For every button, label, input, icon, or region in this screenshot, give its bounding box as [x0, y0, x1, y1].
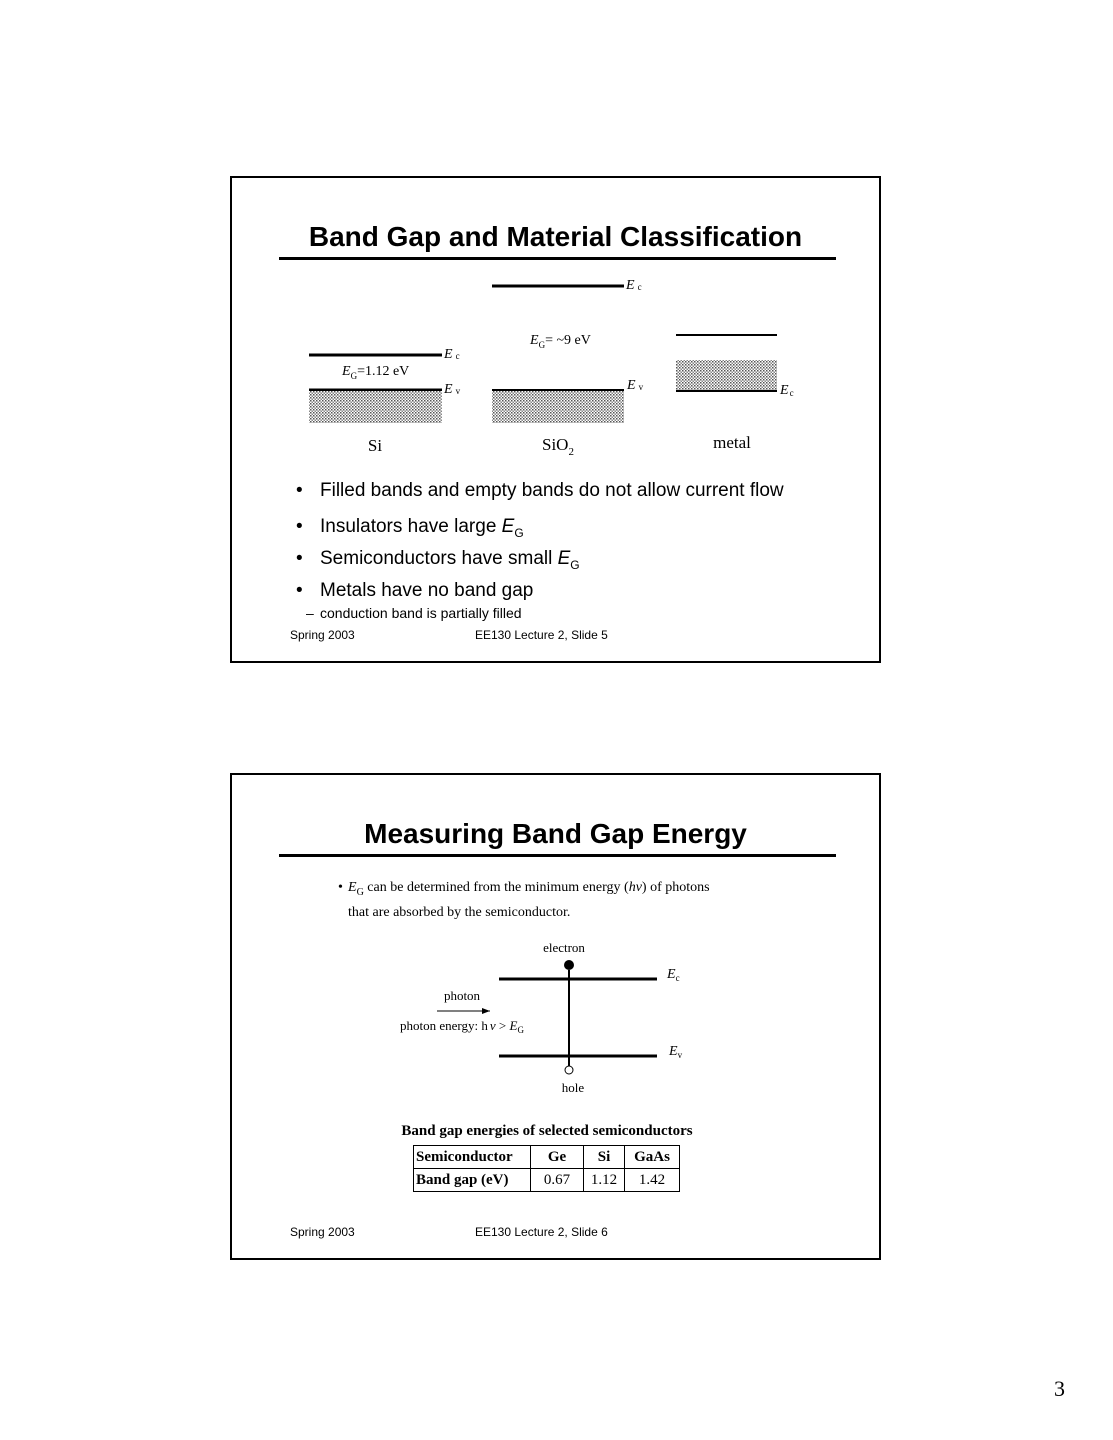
- table-cell: Semiconductor: [414, 1146, 531, 1169]
- photon-label: photon: [443, 988, 481, 1003]
- footer-slide-ref: EE130 Lecture 2, Slide 6: [475, 1225, 608, 1239]
- table-cell: Si: [584, 1146, 625, 1169]
- hole-circle: [565, 1066, 573, 1074]
- footer-date: Spring 2003: [290, 1225, 355, 1239]
- table-row: [414, 1146, 680, 1169]
- si-ev-label: Ev: [444, 382, 461, 397]
- list-item: • Semiconductors have small $E_G$: [296, 547, 580, 572]
- sio2-label: SiO$_2$: [542, 435, 574, 458]
- list-item: • Filled bands and empty bands do not allow current flow: [296, 480, 784, 501]
- slide-6: [230, 773, 881, 1260]
- electron-dot: [564, 960, 574, 970]
- intro-text: • $E_G$ can be determined from the minimum energy (hν) of photons that are absorbed by the semiconductor.: [338, 880, 710, 920]
- hole-label: hole: [561, 1080, 585, 1095]
- page-number: 3: [1054, 1376, 1065, 1401]
- footer-slide-ref: EE130 Lecture 2, Slide 5: [475, 628, 608, 642]
- slide-5: [230, 176, 881, 663]
- table-row: [414, 1169, 680, 1192]
- table-cell: 1.42: [625, 1169, 680, 1192]
- si-band-gap-label: $E_G=1.12$ eV: [342, 364, 410, 381]
- footer-date: Spring 2003: [290, 628, 355, 642]
- absorption-diagram: [232, 775, 879, 1105]
- table-cell: Ge: [531, 1146, 584, 1169]
- electron-label: electron: [543, 940, 585, 955]
- table-cell: 0.67: [531, 1169, 584, 1192]
- si-filled-band: [309, 391, 442, 423]
- slide-title: Band Gap and Material Classification: [308, 221, 803, 252]
- ev-label: $E_v$: [669, 1044, 683, 1060]
- si-label: Si: [367, 436, 383, 455]
- sub-list-item: – conduction band is partially filled: [306, 604, 522, 621]
- table-cell: 1.12: [584, 1169, 625, 1192]
- slide-title: Measuring Band Gap Energy: [364, 818, 747, 849]
- band-diagram: [232, 178, 879, 468]
- list-item: • Insulators have large $E_G$: [296, 516, 524, 540]
- list-item: • Metals have no band gap: [296, 579, 534, 601]
- metal-label: metal: [713, 433, 751, 452]
- band-gap-table: [413, 1145, 680, 1192]
- bullet-list: [296, 478, 784, 622]
- si-ec-label: Ec: [444, 347, 460, 362]
- ec-label: $E_c$: [667, 967, 680, 983]
- sio2-filled-band: [492, 391, 624, 423]
- metal-filled-band: [676, 360, 777, 390]
- photon-energy-label: photon energy: h $\nu > E_G$: [400, 1018, 524, 1035]
- sio2-ec-label: Ec: [626, 278, 642, 293]
- sio2-ev-label: Ev: [627, 378, 644, 393]
- table-cell: GaAs: [625, 1146, 680, 1169]
- metal-ec-label: Ec: [780, 383, 794, 398]
- table-cell: Band gap (eV): [414, 1169, 531, 1192]
- sio2-band-gap-label: $E_G=$ ~9 eV: [530, 333, 591, 350]
- table-caption: Band gap energies of selected semiconductors: [401, 1123, 693, 1139]
